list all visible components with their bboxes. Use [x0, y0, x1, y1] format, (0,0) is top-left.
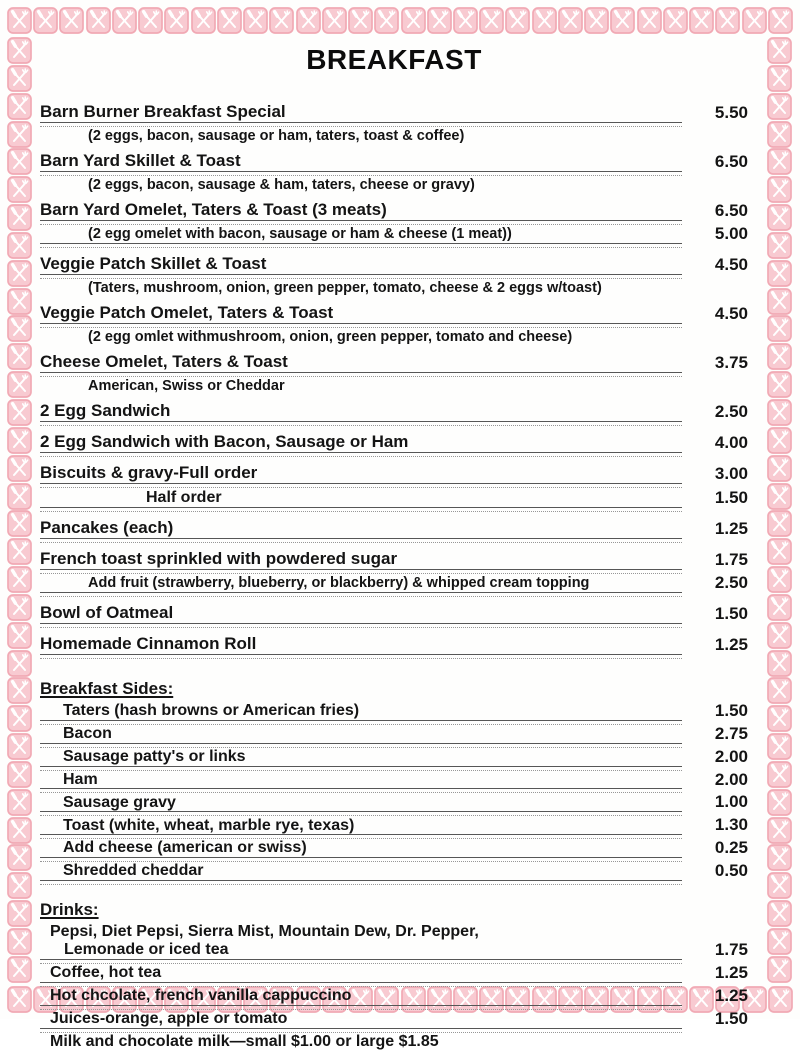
item-price: 1.25 [714, 635, 748, 655]
crossed-fork-knife-icon [427, 7, 452, 34]
menu-content [40, 38, 748, 1051]
menu-item-row [40, 303, 748, 328]
item-price: 1.75 [714, 939, 748, 959]
crossed-fork-knife-icon [532, 7, 557, 34]
crossed-fork-knife-icon [7, 817, 32, 844]
item-price: 1.50 [714, 701, 748, 720]
crossed-fork-knife-icon [7, 176, 32, 203]
crossed-fork-knife-icon [767, 538, 792, 565]
crossed-fork-knife-icon [768, 7, 793, 34]
crossed-fork-knife-icon [191, 7, 216, 34]
item-text: 2 Egg Sandwich with Bacon, Sausage or Ham [40, 432, 409, 451]
item-text: Toast (white, wheat, marble rye, texas) [63, 816, 355, 834]
item-text: Juices-orange, apple or tomato [50, 1009, 288, 1027]
item-price: 2.00 [714, 769, 748, 789]
crossed-fork-knife-icon [689, 7, 714, 34]
item-text: Hot chcolate, french vanilla cappuccino [50, 986, 352, 1004]
menu-item-row [40, 603, 748, 628]
item-price: 1.25 [714, 519, 748, 539]
crossed-fork-knife-icon [7, 900, 32, 927]
item-price: 2.50 [714, 402, 748, 422]
dotted-rule [40, 452, 682, 457]
item-text: Sausage patty's or links [63, 748, 246, 766]
crossed-fork-knife-icon [453, 7, 478, 34]
item-text: Pancakes (each) [40, 518, 174, 537]
item-text: (2 eggs, bacon, sausage or ham, taters, toast & coffee) [88, 128, 465, 144]
sides-header: Breakfast Sides: [40, 679, 174, 698]
crossed-fork-knife-icon [7, 510, 32, 537]
item-text: American, Swiss or Cheddar [88, 378, 285, 394]
crossed-fork-knife-icon [7, 986, 32, 1013]
sides-section [40, 679, 748, 885]
drink-item-row [40, 941, 748, 964]
menu-item-row [40, 279, 748, 297]
drinks-list [40, 923, 748, 1051]
item-price: 3.75 [714, 353, 748, 373]
crossed-fork-knife-icon [112, 7, 137, 34]
item-text: Half order [146, 489, 222, 506]
item-price: 1.00 [714, 792, 748, 812]
crossed-fork-knife-icon [479, 7, 504, 34]
crossed-fork-knife-icon [7, 733, 32, 760]
crossed-fork-knife-icon [767, 761, 792, 788]
item-price: 1.75 [714, 550, 748, 570]
crossed-fork-knife-icon [86, 7, 111, 34]
crossed-fork-knife-icon [767, 65, 792, 92]
crossed-fork-knife-icon [767, 176, 792, 203]
crossed-fork-knife-icon [663, 7, 688, 34]
crossed-fork-knife-icon [767, 427, 792, 454]
item-price: 5.50 [714, 103, 748, 123]
item-text: Coffee, hot tea [50, 963, 162, 981]
crossed-fork-knife-icon [767, 315, 792, 342]
dotted-rule [40, 880, 682, 885]
menu-item-row [40, 254, 748, 279]
item-text: Ham [63, 770, 98, 788]
crossed-fork-knife-icon [767, 371, 792, 398]
side-item-row [40, 816, 748, 839]
crossed-fork-knife-icon [7, 427, 32, 454]
crossed-fork-knife-icon [7, 7, 32, 34]
item-price: 4.50 [714, 304, 748, 324]
drink-item-row [40, 1033, 748, 1051]
crossed-fork-knife-icon [7, 343, 32, 370]
menu-item-row [40, 102, 748, 127]
crossed-fork-knife-icon [7, 455, 32, 482]
item-price: 1.50 [714, 488, 748, 508]
dotted-rule [40, 243, 682, 248]
crossed-fork-knife-icon [7, 538, 32, 565]
item-text: Homemade Cinnamon Roll [40, 634, 257, 653]
crossed-fork-knife-icon [558, 7, 583, 34]
crossed-fork-knife-icon [767, 650, 792, 677]
item-text: Add fruit (strawberry, blueberry, or blackberry) & whipped cream topping [88, 575, 590, 591]
crossed-fork-knife-icon [767, 148, 792, 175]
drink-item-row [40, 964, 748, 987]
dotted-rule [40, 507, 682, 512]
crossed-fork-knife-icon [7, 566, 32, 593]
crossed-fork-knife-icon [584, 7, 609, 34]
item-price: 0.50 [714, 860, 748, 880]
crossed-fork-knife-icon [767, 566, 792, 593]
crossed-fork-knife-icon [767, 900, 792, 927]
dotted-rule [40, 421, 682, 426]
item-text: Biscuits & gravy-Full order [40, 463, 258, 482]
item-price: 3.00 [714, 464, 748, 484]
crossed-fork-knife-icon [7, 65, 32, 92]
crossed-fork-knife-icon [767, 288, 792, 315]
item-price: 2.75 [714, 723, 748, 743]
menu-item-row [40, 574, 748, 597]
item-price: 2.50 [714, 573, 748, 593]
crossed-fork-knife-icon [59, 7, 84, 34]
crossed-fork-knife-icon [767, 956, 792, 983]
crossed-fork-knife-icon [7, 705, 32, 732]
crossed-fork-knife-icon [348, 7, 373, 34]
side-item-row [40, 702, 748, 725]
crossed-fork-knife-icon [767, 483, 792, 510]
crossed-fork-knife-icon [296, 7, 321, 34]
item-text: Bowl of Oatmeal [40, 603, 174, 622]
crossed-fork-knife-icon [7, 956, 32, 983]
menu-item-row [40, 432, 748, 457]
crossed-fork-knife-icon [767, 622, 792, 649]
crossed-fork-knife-icon [7, 371, 32, 398]
menu-item-row [40, 401, 748, 426]
crossed-fork-knife-icon [768, 986, 793, 1013]
drink-item-row [40, 923, 748, 941]
item-text: French toast sprinkled with powdered sugar [40, 549, 398, 568]
crossed-fork-knife-icon [767, 399, 792, 426]
item-text: Veggie Patch Omelet, Taters & Toast [40, 303, 334, 322]
side-item-row [40, 839, 748, 862]
page-title: BREAKFAST [306, 44, 482, 75]
crossed-fork-knife-icon [164, 7, 189, 34]
item-text: Milk and chocolate milk—small $1.00 or large $1.85 [50, 1032, 439, 1050]
border-left [7, 37, 32, 983]
menu-item-row [40, 225, 748, 248]
crossed-fork-knife-icon [7, 872, 32, 899]
item-text: Cheese Omelet, Taters & Toast [40, 352, 288, 371]
drink-item-row [40, 987, 748, 1010]
menu-item-row [40, 328, 748, 346]
drinks-section [40, 900, 748, 1051]
item-price: 2.00 [714, 746, 748, 766]
item-text: 2 Egg Sandwich [40, 401, 171, 420]
item-text: Barn Burner Breakfast Special [40, 102, 286, 121]
item-text: Barn Yard Skillet & Toast [40, 151, 241, 170]
crossed-fork-knife-icon [767, 455, 792, 482]
side-item-row [40, 862, 748, 885]
item-text: (Taters, mushroom, onion, green pepper, tomato, cheese & 2 eggs w/toast) [88, 280, 602, 296]
crossed-fork-knife-icon [7, 399, 32, 426]
crossed-fork-knife-icon [767, 705, 792, 732]
main-items-list [40, 102, 748, 659]
crossed-fork-knife-icon [7, 93, 32, 120]
crossed-fork-knife-icon [610, 7, 635, 34]
item-text: (2 egg omelet with bacon, sausage or ham & cheese (1 meat)) [88, 226, 512, 242]
crossed-fork-knife-icon [767, 677, 792, 704]
menu-item-row [40, 200, 748, 225]
side-item-row [40, 771, 748, 794]
side-item-row [40, 748, 748, 771]
menu-item-row [40, 352, 748, 377]
dotted-rule [40, 538, 682, 543]
crossed-fork-knife-icon [7, 232, 32, 259]
item-price: 4.50 [714, 255, 748, 275]
crossed-fork-knife-icon [269, 7, 294, 34]
crossed-fork-knife-icon [767, 789, 792, 816]
dotted-rule [40, 592, 682, 597]
menu-item-row [40, 377, 748, 395]
crossed-fork-knife-icon [767, 232, 792, 259]
side-item-row [40, 725, 748, 748]
item-text: Add cheese (american or swiss) [63, 839, 307, 857]
menu-item-row [40, 549, 748, 574]
crossed-fork-knife-icon [7, 594, 32, 621]
crossed-fork-knife-icon [767, 872, 792, 899]
menu-item-row [40, 634, 748, 659]
crossed-fork-knife-icon [7, 761, 32, 788]
crossed-fork-knife-icon [637, 7, 662, 34]
crossed-fork-knife-icon [742, 7, 767, 34]
crossed-fork-knife-icon [401, 7, 426, 34]
crossed-fork-knife-icon [767, 204, 792, 231]
crossed-fork-knife-icon [138, 7, 163, 34]
border-top [7, 7, 793, 34]
item-text: Sausage gravy [63, 793, 176, 811]
menu-item-row [40, 176, 748, 194]
item-text: (2 eggs, bacon, sausage & ham, taters, cheese or gravy) [88, 177, 475, 193]
sides-list [40, 702, 748, 885]
crossed-fork-knife-icon [767, 844, 792, 871]
item-price: 6.50 [714, 201, 748, 221]
menu-item-row [40, 518, 748, 543]
item-price: 4.00 [714, 433, 748, 453]
crossed-fork-knife-icon [767, 510, 792, 537]
crossed-fork-knife-icon [7, 121, 32, 148]
drinks-header: Drinks: [40, 899, 99, 919]
menu-item-row [40, 151, 748, 176]
menu-item-row [40, 463, 748, 488]
side-item-row [40, 793, 748, 816]
item-text: Veggie Patch Skillet & Toast [40, 254, 267, 273]
item-text: Bacon [63, 725, 112, 743]
crossed-fork-knife-icon [7, 315, 32, 342]
item-price: 1.50 [714, 1008, 748, 1028]
border-right [767, 37, 792, 983]
crossed-fork-knife-icon [767, 121, 792, 148]
crossed-fork-knife-icon [7, 928, 32, 955]
crossed-fork-knife-icon [767, 594, 792, 621]
crossed-fork-knife-icon [767, 928, 792, 955]
item-text: Pepsi, Diet Pepsi, Sierra Mist, Mountain Dew, Dr. Pepper, [50, 922, 479, 940]
crossed-fork-knife-icon [767, 733, 792, 760]
crossed-fork-knife-icon [767, 343, 792, 370]
item-text: Lemonade or iced tea [64, 940, 229, 958]
crossed-fork-knife-icon [7, 650, 32, 677]
crossed-fork-knife-icon [7, 37, 32, 64]
menu-item-row [40, 127, 748, 145]
crossed-fork-knife-icon [33, 7, 58, 34]
crossed-fork-knife-icon [243, 7, 268, 34]
crossed-fork-knife-icon [767, 817, 792, 844]
item-price: 0.25 [714, 838, 748, 858]
crossed-fork-knife-icon [7, 260, 32, 287]
item-price: 5.00 [714, 224, 748, 244]
crossed-fork-knife-icon [7, 844, 32, 871]
crossed-fork-knife-icon [7, 204, 32, 231]
crossed-fork-knife-icon [505, 7, 530, 34]
crossed-fork-knife-icon [715, 7, 740, 34]
drink-item-row [40, 1010, 748, 1033]
crossed-fork-knife-icon [322, 7, 347, 34]
item-text: (2 egg omlet withmushroom, onion, green pepper, tomato and cheese) [88, 329, 573, 345]
item-price: 1.25 [714, 962, 748, 982]
crossed-fork-knife-icon [7, 622, 32, 649]
item-text: Shredded cheddar [63, 862, 204, 880]
dotted-rule [40, 654, 682, 659]
crossed-fork-knife-icon [7, 148, 32, 175]
item-price: 1.50 [714, 604, 748, 624]
crossed-fork-knife-icon [767, 93, 792, 120]
crossed-fork-knife-icon [767, 260, 792, 287]
crossed-fork-knife-icon [767, 37, 792, 64]
crossed-fork-knife-icon [7, 288, 32, 315]
crossed-fork-knife-icon [7, 789, 32, 816]
crossed-fork-knife-icon [7, 677, 32, 704]
dotted-rule [40, 623, 682, 628]
crossed-fork-knife-icon [7, 483, 32, 510]
item-price: 6.50 [714, 152, 748, 172]
crossed-fork-knife-icon [217, 7, 242, 34]
crossed-fork-knife-icon [374, 7, 399, 34]
item-text: Barn Yard Omelet, Taters & Toast (3 meats) [40, 200, 387, 219]
menu-item-row [40, 488, 748, 512]
item-price: 1.25 [714, 985, 748, 1005]
item-price: 1.30 [714, 815, 748, 835]
item-text: Taters (hash browns or American fries) [63, 702, 360, 720]
